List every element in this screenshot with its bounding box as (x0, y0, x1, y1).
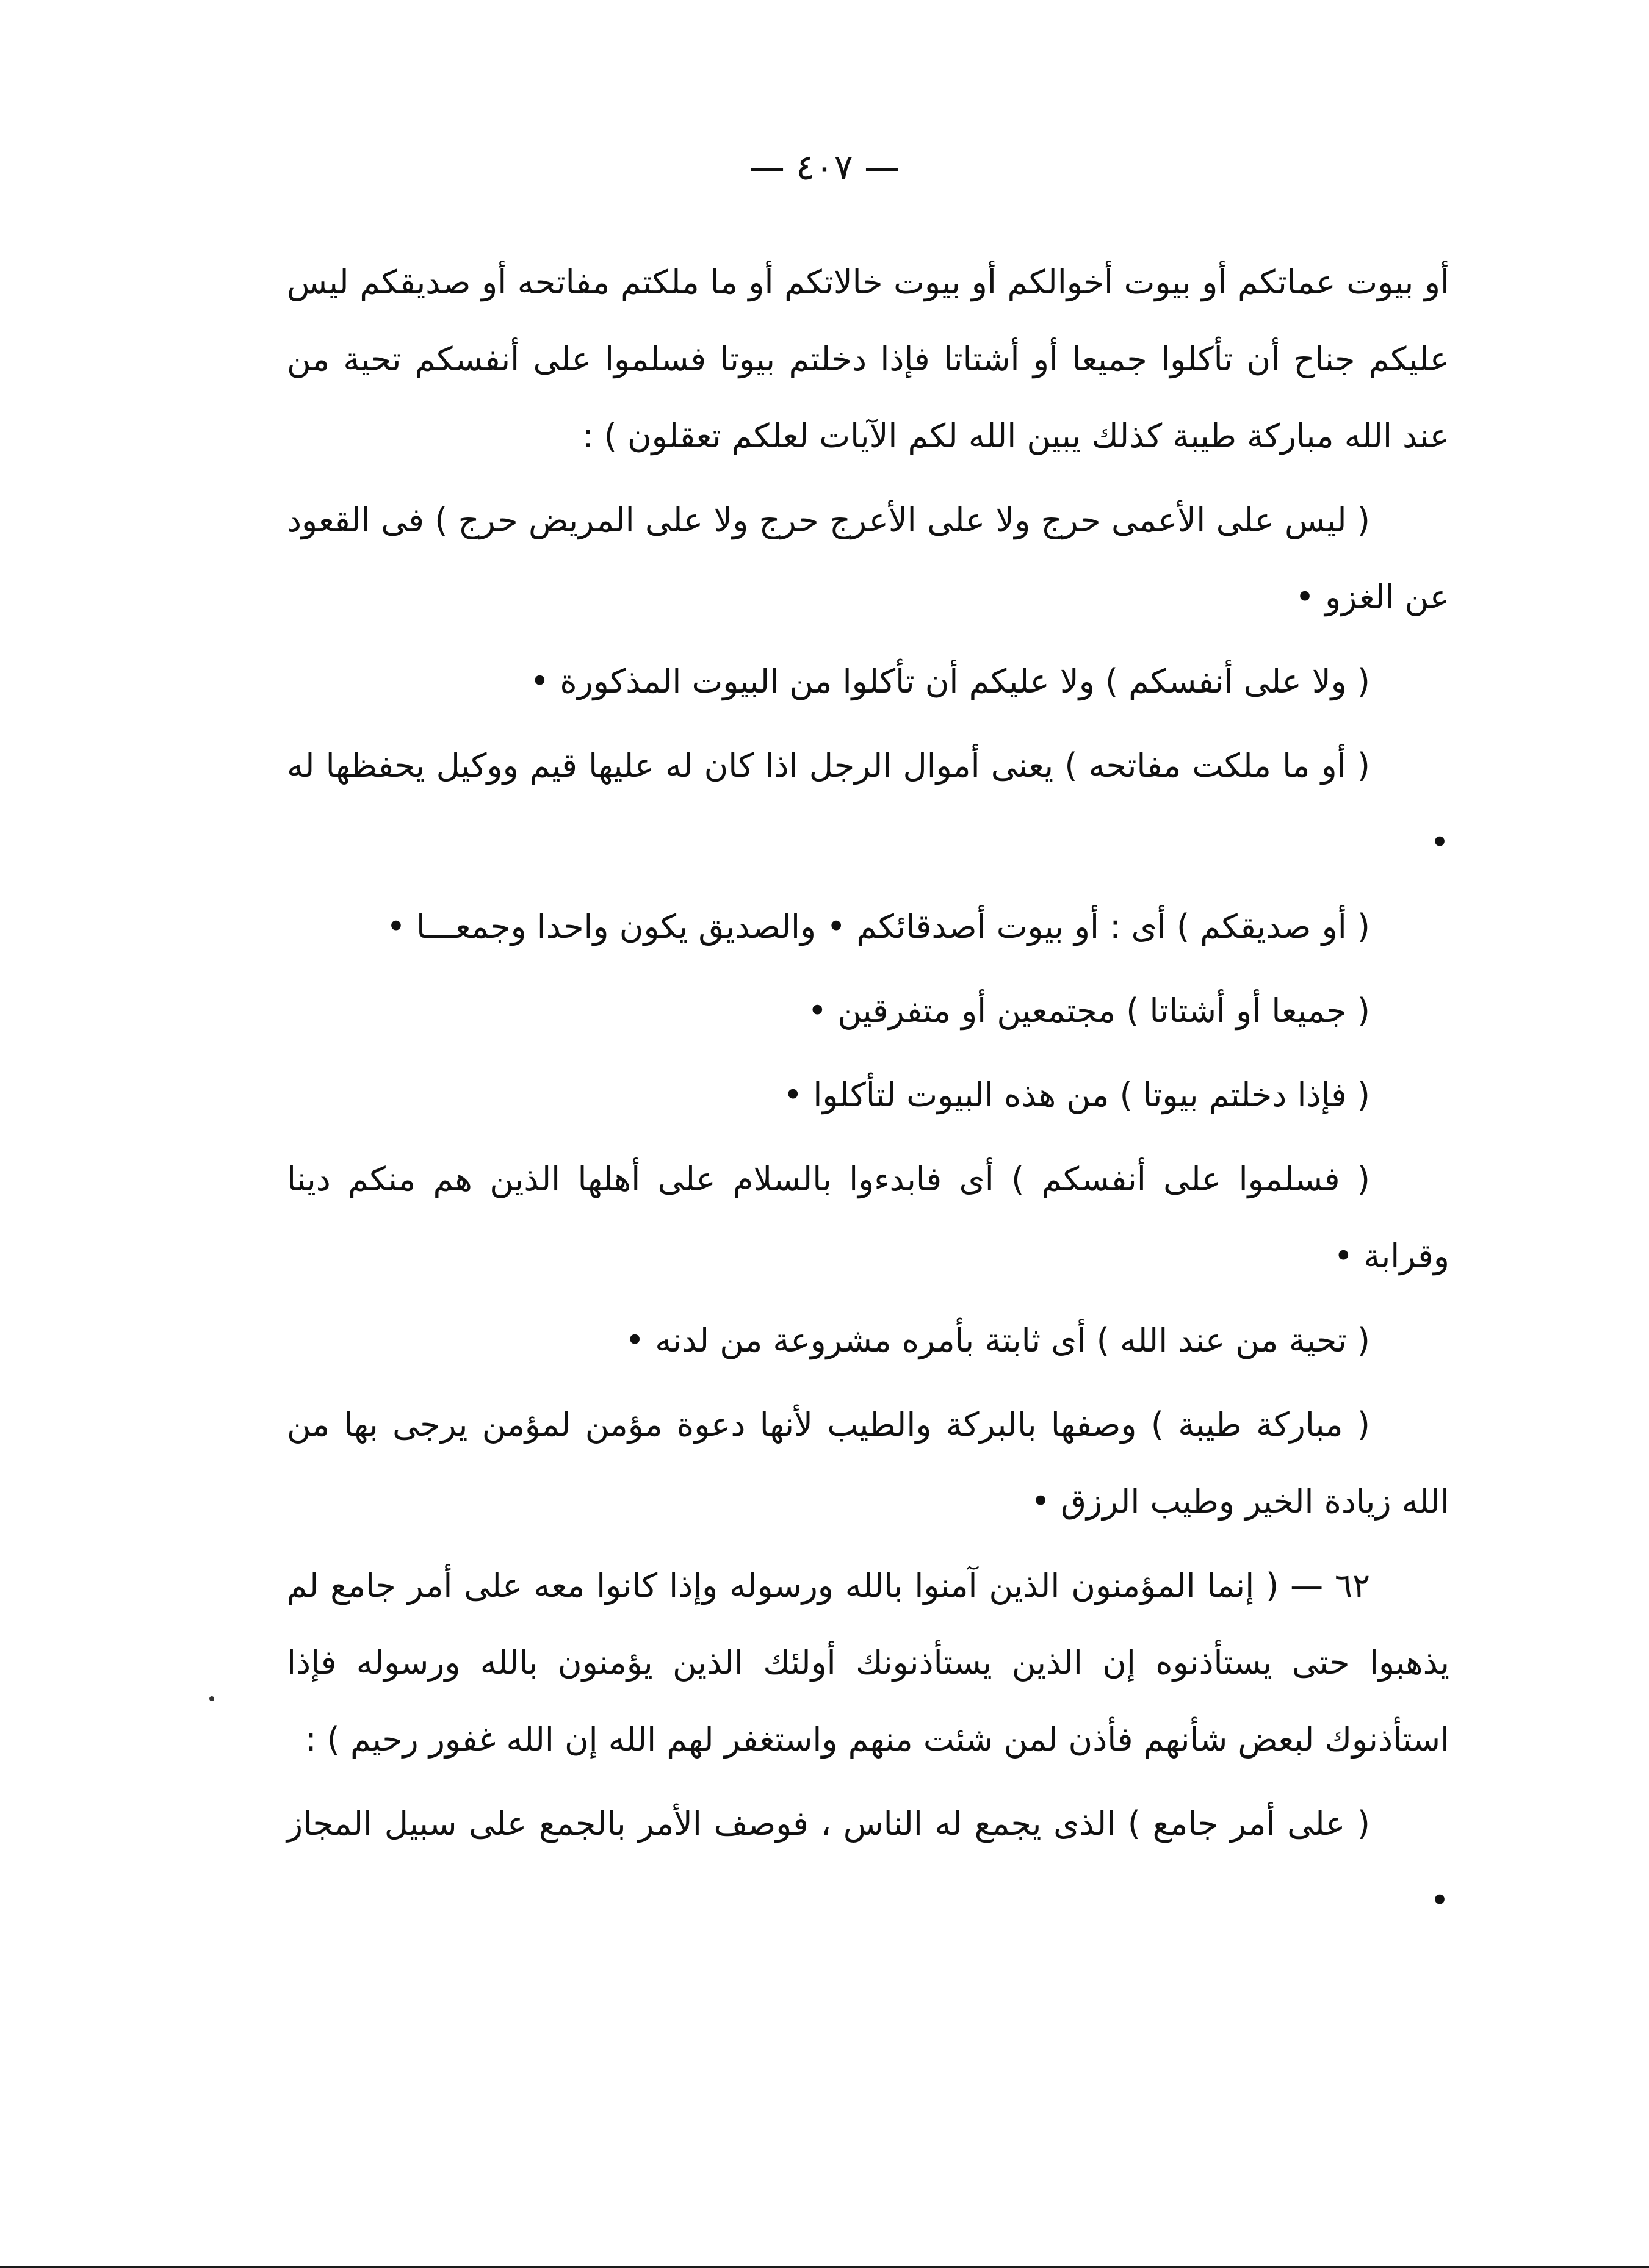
paragraph-commentary-2: ( ولا على أنفسكم ) ولا عليكم أن تأكلوا من البيوت المذكورة • (530, 662, 1370, 700)
page-body-text (287, 244, 1449, 1946)
paragraph-commentary-7: ( فسلموا على أنفسكم ) أى فابدءوا بالسلام على أهلها الذين هم منكم دينا وقرابة • (287, 1160, 1449, 1275)
paragraph-commentary-8: ( تحية من عند الله ) أى ثابتة بأمره مشروعة من لدنه • (625, 1321, 1370, 1359)
paragraph-commentary-6: ( فإذا دخلتم بيوتا ) من هذه البيوت لتأكلوا • (783, 1076, 1370, 1114)
paragraph-commentary-1: ( ليس على الأعمى حرج ولا على الأعرج حرج ولا على المريض حرج ) فى القعود عن الغزو • (287, 501, 1449, 616)
page-number: — ٤٠٧ — (749, 146, 900, 188)
paragraph-commentary-3: ( أو ما ملكت مفاتحه ) يعنى أموال الرجل اذا كان له عليها قيم ووكيل يحفظها له • (287, 746, 1449, 862)
paragraph-commentary-5: ( جميعا أو أشتاتا ) مجتمعين أو متفرقين • (807, 992, 1370, 1030)
paragraph-commentary-4: ( أو صديقكم ) أى : أو بيوت أصدقائكم • والصديق يكون واحدا وجمعـــا • (386, 907, 1370, 946)
paragraph-verse-continuation: أو بيوت عماتكم أو بيوت أخوالكم أو بيوت خالاتكم أو ما ملكتم مفاتحه أو صديقكم ليس عليكم جناح أن تأكلوا جميعا أو أشتاتا فإذا دخلتم بيوتا فسلموا على أنفسكم تحية من عند الله مباركة طيبة كذلك يبين الله لكم الآيات لعلكم تعقلون ) : (287, 263, 1449, 455)
scan-speck (209, 1696, 214, 1701)
paragraph-verse-62: ٦٢ — ( إنما المؤمنون الذين آمنوا بالله ورسوله وإذا كانوا معه على أمر جامع لم يذهبوا حتى يستأذنوه إن الذين يستأذنونك أولئك الذين يؤمنون بالله ورسوله فإذا استأذنوك لبعض شأنهم فأذن لمن شئت منهم واستغفر لهم الله إن الله غفور رحيم ) : (287, 1566, 1449, 1759)
paragraph-commentary-9: ( مباركة طيبة ) وصفها بالبركة والطيب لأنها دعوة مؤمن لمؤمن يرجى بها من الله زيادة الخير وطيب الرزق • (287, 1405, 1449, 1521)
paragraph-commentary-10: ( على أمر جامع ) الذى يجمع له الناس ، فوصف الأمر بالجمع على سبيل المجاز • (287, 1804, 1449, 1920)
